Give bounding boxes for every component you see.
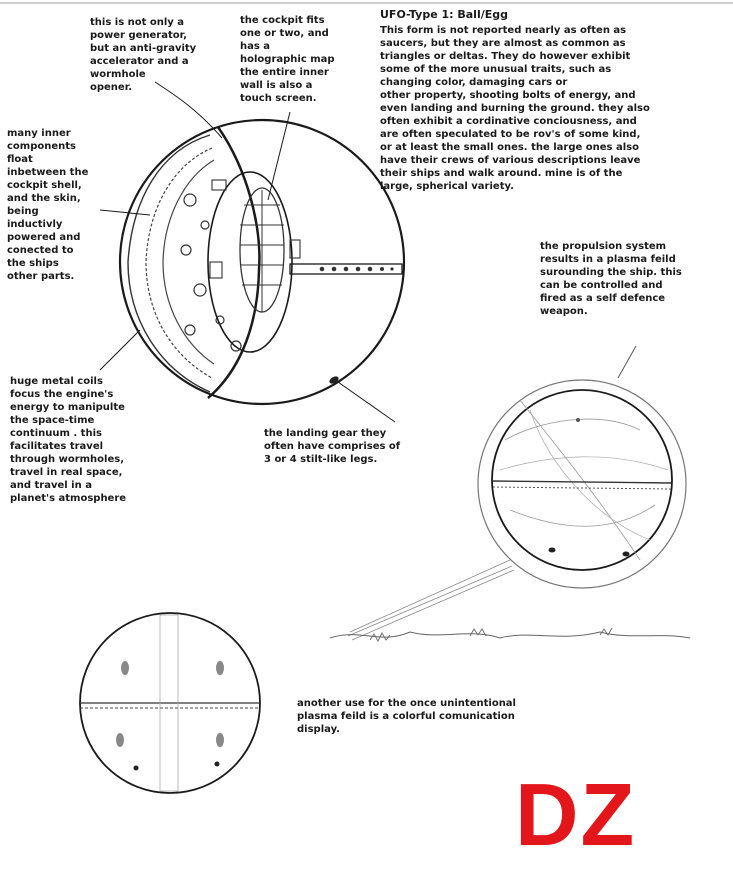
plasma-field-outline bbox=[478, 380, 686, 588]
band-lights bbox=[320, 267, 394, 272]
coil-ring-inner bbox=[163, 160, 214, 364]
coil-ring bbox=[146, 148, 212, 378]
landing-leg bbox=[549, 548, 556, 553]
component bbox=[185, 325, 195, 335]
component bbox=[184, 194, 196, 206]
component bbox=[231, 341, 241, 351]
pencil-shading bbox=[505, 400, 655, 560]
propulsion-leader bbox=[618, 346, 636, 378]
display-spot bbox=[216, 733, 224, 747]
component bbox=[201, 221, 209, 229]
leader-lines bbox=[100, 82, 395, 422]
landing-leg bbox=[134, 766, 139, 771]
cockpit-note: the cockpit fits one or two, and has a holographic map the entire inner wall is also a touch screen. bbox=[240, 15, 335, 104]
landing-gear-note: the landing gear they often have comprises of 3 or 4 stilt-like legs. bbox=[264, 428, 401, 465]
ship-marking bbox=[576, 418, 580, 422]
display-spot bbox=[216, 661, 224, 675]
display-spot bbox=[121, 661, 129, 675]
power-generator-note: this is not only a power generator, but an anti-gravity accelerator and a wormhole opener. bbox=[90, 17, 197, 93]
component bbox=[212, 180, 226, 190]
plasma-beam bbox=[348, 560, 514, 640]
display-spot bbox=[116, 733, 124, 747]
display-sphere bbox=[80, 613, 260, 793]
plasma-sphere bbox=[330, 346, 690, 641]
metal-coils-note: huge metal coils focus the engine's energy to manipulte the space-time continuum . this facilitates travel through wormholes, travel in real space, and travel in a planet's atmosphere bbox=[10, 376, 127, 504]
inner-components-note: many inner components float inbetween the cockpit shell, and the skin, being inductivly powered and conected to the ships other parts. bbox=[7, 128, 89, 282]
landing-leg bbox=[623, 552, 630, 557]
component bbox=[194, 284, 206, 296]
description-text: This form is not reported nearly as often as saucers, but they are almost as common as triangles or deltas. They do however exhibit some of the more unusual traits, such as changing color, damaging cars or other property, shooting bolts of energy, and even landing and burning the ground. they also often exhibit a cordinative conciousness, and are often speculated to be rov's of some kind, or at least the small ones. the large ones also have their crews of various descriptions leave their ships and walk around. mine is of the large, spherical variety. bbox=[380, 25, 650, 192]
cutaway-sphere bbox=[120, 120, 404, 404]
landing-leg bbox=[215, 762, 220, 767]
ship-outline bbox=[492, 390, 672, 570]
propulsion-note: the propulsion system results in a plasma feild surounding the ship. this can be controlled and fired as a self defence weapon. bbox=[540, 241, 682, 317]
ground-burn-marks bbox=[370, 628, 612, 641]
ship-band-lights bbox=[493, 487, 671, 489]
page-title: UFO-Type 1: Ball/Egg bbox=[380, 8, 508, 21]
pencil-shading bbox=[500, 410, 668, 540]
component bbox=[181, 245, 191, 255]
watermark-logo: DZ bbox=[515, 765, 637, 864]
communication-note: another use for the once unintentional plasma feild is a colorful comunication display. bbox=[297, 698, 516, 735]
ship-band bbox=[493, 481, 671, 483]
component bbox=[210, 262, 222, 278]
